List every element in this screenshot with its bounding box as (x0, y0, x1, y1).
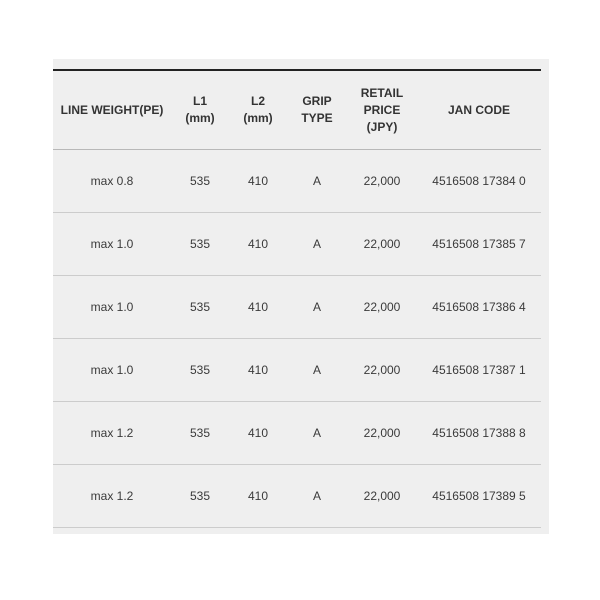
header-jan-code-label: JAN CODE (447, 102, 510, 117)
cell-line-weight: max 1.0 (53, 339, 171, 402)
header-grip-type-line-2: TYPE (301, 111, 333, 125)
table-row (53, 402, 541, 465)
cell-jan-code: 4516508 17386 4 (417, 276, 541, 339)
cell-l1: 535 (171, 150, 229, 213)
header-retail-price (347, 70, 417, 150)
cell-jan-code: 4516508 17387 1 (417, 339, 541, 402)
cell-retail-price: 22,000 (347, 339, 417, 402)
table-body (53, 150, 541, 528)
cell-l1: 535 (171, 276, 229, 339)
cell-grip-type: A (287, 213, 347, 276)
header-l2 (229, 70, 287, 150)
header-grip-type (287, 70, 347, 150)
cell-line-weight: max 1.2 (53, 465, 171, 528)
cell-grip-type: A (287, 402, 347, 465)
cell-line-weight: max 1.0 (53, 213, 171, 276)
cell-l2: 410 (229, 339, 287, 402)
header-l2-unit: (mm) (243, 111, 273, 125)
cell-grip-type: A (287, 276, 347, 339)
header-line-weight-label: LINE WEIGHT(PE) (60, 102, 164, 117)
cell-retail-price: 22,000 (347, 465, 417, 528)
cell-retail-price: 22,000 (347, 276, 417, 339)
table-row (53, 150, 541, 213)
cell-retail-price: 22,000 (347, 150, 417, 213)
cell-retail-price: 22,000 (347, 213, 417, 276)
header-retail-price-line-1: RETAIL (360, 85, 404, 100)
cell-l2: 410 (229, 465, 287, 528)
cell-grip-type: A (287, 465, 347, 528)
table-row (53, 465, 541, 528)
cell-jan-code: 4516508 17388 8 (417, 402, 541, 465)
spec-table (53, 69, 541, 528)
cell-l1: 535 (171, 213, 229, 276)
cell-jan-code: 4516508 17385 7 (417, 213, 541, 276)
cell-l2: 410 (229, 213, 287, 276)
cell-l2: 410 (229, 402, 287, 465)
header-row (53, 70, 541, 150)
cell-l1: 535 (171, 339, 229, 402)
cell-grip-type: A (287, 150, 347, 213)
table-header (53, 70, 541, 150)
cell-l1: 535 (171, 465, 229, 528)
header-grip-type-line-1: GRIP (302, 94, 332, 108)
header-retail-price-line-2: PRICE (363, 102, 401, 117)
cell-l1: 535 (171, 402, 229, 465)
cell-retail-price: 22,000 (347, 402, 417, 465)
cell-l2: 410 (229, 276, 287, 339)
cell-jan-code: 4516508 17384 0 (417, 150, 541, 213)
table-row (53, 339, 541, 402)
header-line-weight (53, 70, 171, 150)
cell-l2: 410 (229, 150, 287, 213)
header-l1-label: L1 (192, 94, 207, 108)
table-row (53, 276, 541, 339)
table-row (53, 213, 541, 276)
header-l1-unit: (mm) (185, 111, 215, 125)
cell-line-weight: max 1.0 (53, 276, 171, 339)
spec-panel (53, 59, 549, 534)
cell-grip-type: A (287, 339, 347, 402)
header-l1 (171, 70, 229, 150)
header-retail-price-line-3: (JPY) (366, 119, 398, 134)
cell-jan-code: 4516508 17389 5 (417, 465, 541, 528)
header-jan-code (417, 70, 541, 150)
header-l2-label: L2 (250, 94, 265, 108)
cell-line-weight: max 1.2 (53, 402, 171, 465)
cell-line-weight: max 0.8 (53, 150, 171, 213)
